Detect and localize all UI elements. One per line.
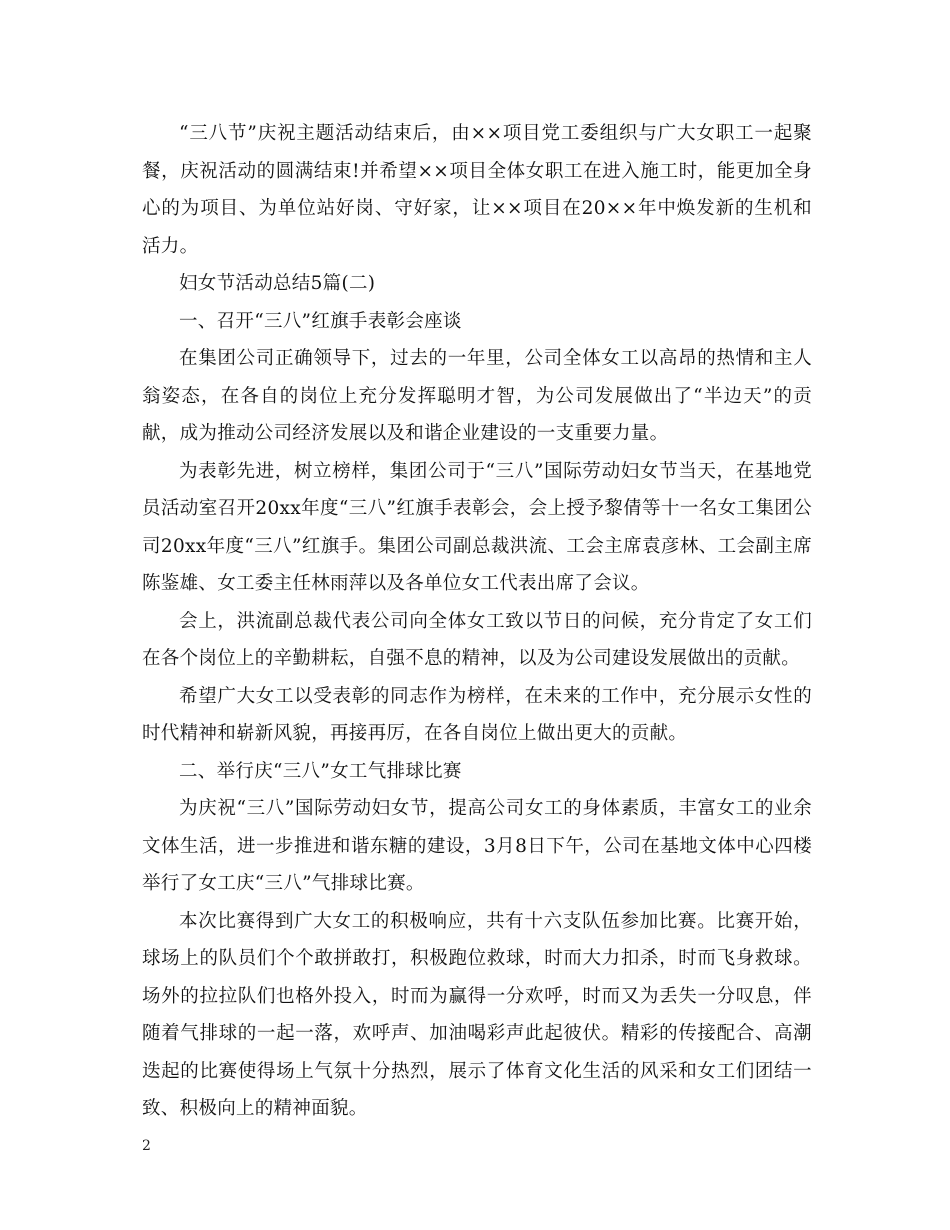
paragraph-leadership: 在集团公司正确领导下，过去的一年里，公司全体女工以高昂的热情和主人翁姿态，在各自的岗位上充分发挥聪明才智，为公司发展做出了“半边天”的贡献，成为推动公司经济发展以及和谐企业建设的一支重要力量。	[142, 348, 812, 444]
paragraph-volleyball-match: 本次比赛得到广大女工的积极响应，共有十六支队伍参加比赛。比赛开始，球场上的队员们个个敢拼敢打，积极跑位救球，时而大力扣杀，时而飞身救球。场外的拉拉队们也格外投入，时而为赢得一分欢呼，时而又为丢失一分叹息，伴随着气排球的一起一落，欢呼声、加油喝彩声此起彼伏。精彩的传接配合、高潮迭起的比赛使得场上气氛十分热烈，展示了体育文化生活的风采和女工们团结一致、积极向上的精神面貌。	[142, 910, 812, 1119]
paragraph-hope: 希望广大女工以受表彰的同志作为榜样，在未来的工作中，充分展示女性的时代精神和崭新风貌，再接再厉，在各自岗位上做出更大的贡献。	[142, 685, 812, 744]
paragraph-volleyball-intro: 为庆祝“三八”国际劳动妇女节，提高公司女工的身体素质，丰富女工的业余文体生活，进一步推进和谐东糖的建设，3月8日下午，公司在基地文体中心四楼举行了女工庆“三八”气排球比赛。	[142, 798, 812, 894]
paragraph-commendation-meeting: 为表彰先进，树立榜样，集团公司于“三八”国际劳动妇女节当天，在基地党员活动室召开20xx年度“三八”红旗手表彰会，会上授予黎倩等十一名女工集团公司20xx年度“三八”红旗手。集团公司副总裁洪流、工会主席袁彦林、工会副主席陈鉴雄、女工委主任林雨萍以及各单位女工代表出席了会议。	[142, 460, 812, 594]
article-title: 妇女节活动总结5篇(二)	[179, 273, 376, 294]
document-body	[142, 115, 812, 1128]
section-heading-commendation: 一、召开“三八”红旗手表彰会座谈	[179, 310, 462, 332]
paragraph-festival-dinner: “三八节”庆祝主题活动结束后，由××项目党工委组织与广大女职工一起聚餐，庆祝活动的圆满结束!并希望××项目全体女职工在进入施工时，能更加全身心的为项目、为单位站好岗、守好家，让××项目在20××年中焕发新的生机和活力。	[142, 123, 812, 257]
page-number: 2	[142, 1138, 151, 1154]
section-heading-volleyball: 二、举行庆“三八”女工气排球比赛	[179, 760, 462, 782]
paragraph-vice-president-speech: 会上，洪流副总裁代表公司向全体女工致以节日的问候，充分肯定了女工们在各个岗位上的辛勤耕耘，自强不息的精神，以及为公司建设发展做出的贡献。	[142, 610, 812, 669]
